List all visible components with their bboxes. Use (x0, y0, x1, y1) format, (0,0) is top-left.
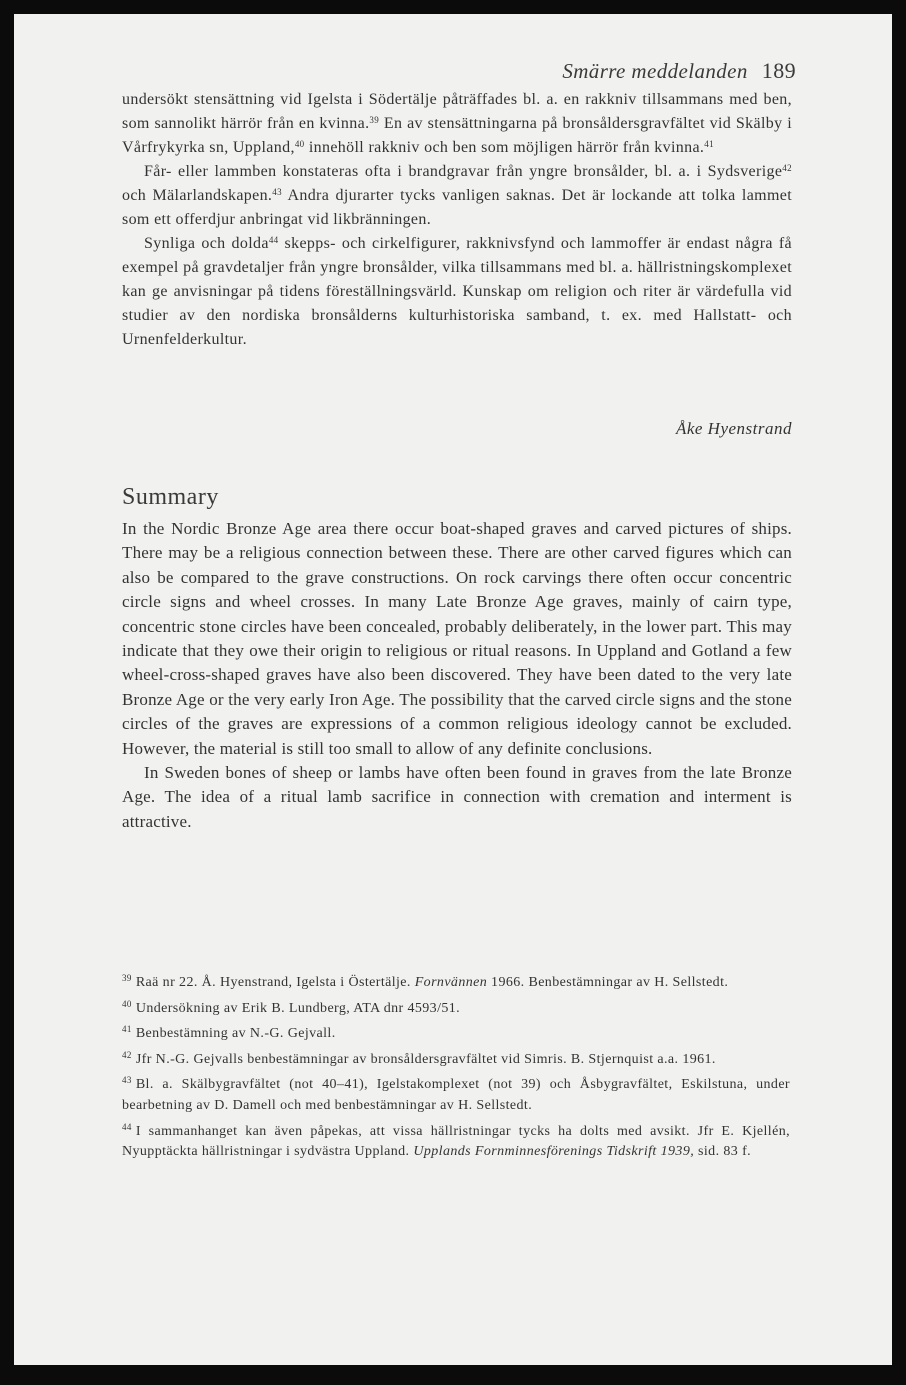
paragraph: undersökt stensättning vid Igelsta i Södertälje påträffades bl. a. en rakkniv tillsammans med ben, som sannolikt härrör från en kvinna.$^{39}$ En av stensättningarna på bronsåldersgravfältet vid Skälby i Vårfrykyrka sn, Uppland,$^{40}$ innehöll rakkniv och ben som möjligen härrör från kvinna.$^{41}$ (122, 91, 792, 156)
summary-paragraph: In Sweden bones of sheep or lambs have often been found in graves from the late Bronze Age. The idea of a ritual lamb sacrifice in connection with cremation and interment is attractive. (122, 763, 792, 831)
footnote-number: 40 (122, 998, 132, 1009)
italic-title: Upplands Fornminnesförenings Tidskrift 1939, (413, 1144, 695, 1160)
footnote-ref: 42 (782, 163, 792, 173)
footnote-number: 44 (122, 1121, 132, 1132)
footnote-ref: 41 (704, 139, 714, 149)
summary-text (122, 517, 792, 834)
footnote: $^{42}$ Jfr N.-G. Gejvalls benbestämningar av bronsåldersgravfältet vid Simris. B. Stjernquist a.a. 1961. (122, 1049, 716, 1067)
running-title: Smärre meddelanden (562, 59, 748, 83)
book-page (14, 14, 892, 1365)
footnote-number: 41 (122, 1024, 132, 1035)
paragraph: Synliga och dolda$^{44}$ skepps- och cirkelfigurer, rakknivsfynd och lammoffer är endast några få exempel på gravdetaljer från yngre bronsålder, vilka tillsammans med bl. a. hällristningskomplexet kan ge anvisningar på tidens föreställningsvärld. Kunskap om religion och riter är värdefulla vid studier av den nordiska bronsålderns kulturhistoriska samband, t. ex. med Hallstatt- och Urnenfelderkultur. (122, 235, 792, 348)
swedish-text (122, 88, 792, 352)
paragraph: Får- eller lammben konstateras ofta i brandgravar från yngre bronsålder, bl. a. i Sydsverige$^{42}$ och Mälarlandskapen.$^{43}$ Andra djurarter tycks vanligen saknas. Det är lockande att tolka lammet som ett offerdjur anbringat vid likbränningen. (122, 163, 793, 228)
footnote-number: 43 (122, 1075, 132, 1086)
author-signature: Åke Hyenstrand (675, 419, 792, 438)
footnote: $^{40}$ Undersökning av Erik B. Lundberg, ATA dnr 4593/51. (122, 998, 461, 1016)
footnote: $^{43}$ Bl. a. Skälbygravfältet (not 40–41), Igelstakomplexet (not 39) och Åsbygravfältet, Eskilstuna, under bearbetning av D. Damell och med benbestämningar av H. Sellstedt. (122, 1075, 790, 1113)
summary-paragraph: In the Nordic Bronze Age area there occur boat-shaped graves and carved pictures of ships. There may be a religious connection between these. There are other carved figures which can also be compared to the grave constructions. On rock carvings there often occur concentric circle signs and wheel crosses. In many Late Bronze Age graves, mainly of cairn type, concentric stone circles have been concealed, probably deliberately, in the lower part. This may indicate that they owe their origin to religious or ritual reasons. In Uppland and Gotland a few wheel-cross-shaped graves have also been discovered. They have been dated to the very late Bronze Age or the very early Iron Age. The possibility that the carved circle signs and the stone circles of the graves are expressions of a common religious ideology cannot be excluded. However, the material is still too small to allow of any definite conclusions. (122, 519, 792, 758)
footnotes (122, 968, 790, 1163)
footnote-ref: 43 (272, 187, 282, 197)
footnote-number: 39 (122, 973, 132, 983)
footnote-ref: 44 (268, 235, 279, 245)
footnote-ref: 40 (294, 139, 305, 149)
footnote: $^{41}$ Benbestämning av N.-G. Gejvall. (122, 1024, 336, 1042)
footnote: $^{44}$ I sammanhanget kan även påpekas, att vissa hällristningar tycks ha dolts med avsikt. Jfr E. Kjellén, Nyupptäckta hällristningar i sydvästra Uppland. Upplands Fornminnesförenings Tidskrift 1939, sid. 83 f. (122, 1121, 790, 1160)
summary-heading: Summary (122, 484, 219, 510)
page-number: 189 (761, 58, 796, 83)
footnote: $^{39}$ Raä nr 22. Å. Hyenstrand, Igelsta i Östertälje. Fornvännen 1966. Benbestämningar av H. Sellstedt. (122, 973, 729, 990)
footnote-number: 42 (122, 1049, 132, 1060)
running-header (562, 58, 796, 84)
italic-title: Fornvännen (414, 975, 488, 990)
footnote-ref: 39 (369, 115, 380, 125)
